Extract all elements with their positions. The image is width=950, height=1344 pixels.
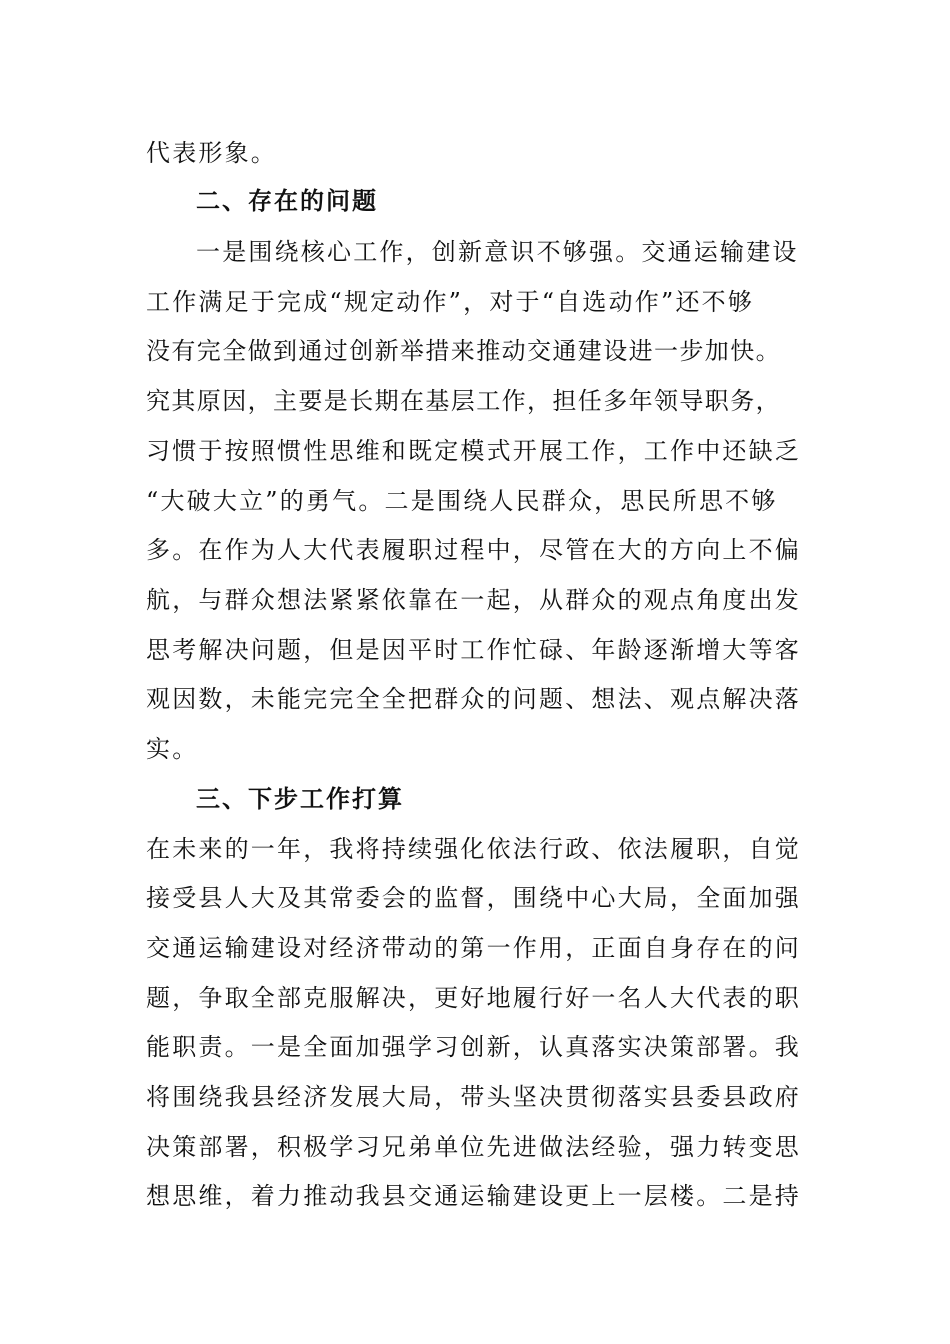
body-text-line: 在未来的一年，我将持续强化依法行政、依法履职，自觉: [146, 835, 801, 863]
body-text-line: 实。: [146, 735, 199, 763]
body-text-line: 想思维，着力推动我县交通运输建设更上一层楼。二是持: [146, 1182, 801, 1210]
body-text-line: “大破大立”的勇气。二是围绕人民群众，思民所思不够: [146, 487, 778, 515]
body-text-line: 观因数，未能完完全全把群众的问题、想法、观点解决落: [146, 685, 801, 713]
body-text-line: 将围绕我县经济发展大局，带头坚决贯彻落实县委县政府: [146, 1083, 801, 1111]
body-text-line: 究其原因，主要是长期在基层工作，担任多年领导职务，: [146, 387, 781, 415]
body-text-line: 航，与群众想法紧紧依靠在一起，从群众的观点角度出发: [146, 586, 801, 614]
body-text-line: 接受县人大及其常委会的监督，围绕中心大局，全面加强: [146, 884, 801, 912]
body-text-line: 题，争取全部克服解决，更好地履行好一名人大代表的职: [146, 984, 801, 1012]
body-text-line: 思考解决问题，但是因平时工作忙碌、年龄逐渐增大等客: [146, 636, 801, 664]
body-text-line: 能职责。一是全面加强学习创新，认真落实决策部署。我: [146, 1033, 801, 1061]
body-text-line: 多。在作为人大代表履职过程中，尽管在大的方向上不偏: [146, 536, 801, 564]
body-text-line: 交通运输建设对经济带动的第一作用，正面自身存在的问: [146, 934, 801, 962]
body-text-line: 决策部署，积极学习兄弟单位先进做法经验，强力转变思: [146, 1133, 801, 1161]
body-text-line: 一是围绕核心工作，创新意识不够强。交通运输建设: [196, 238, 799, 266]
section-heading-problems: 二、存在的问题: [196, 186, 378, 215]
body-text-line: 没有完全做到通过创新举措来推动交通建设进一步加快。: [146, 337, 781, 365]
body-text-line: 代表形象。: [146, 139, 277, 167]
body-text-line: 工作满足于完成“规定动作”，对于“自选动作”还不够: [146, 288, 755, 316]
body-text-line: 习惯于按照惯性思维和既定模式开展工作，工作中还缺乏: [146, 437, 801, 465]
section-heading-next-steps: 三、下步工作打算: [196, 784, 404, 813]
